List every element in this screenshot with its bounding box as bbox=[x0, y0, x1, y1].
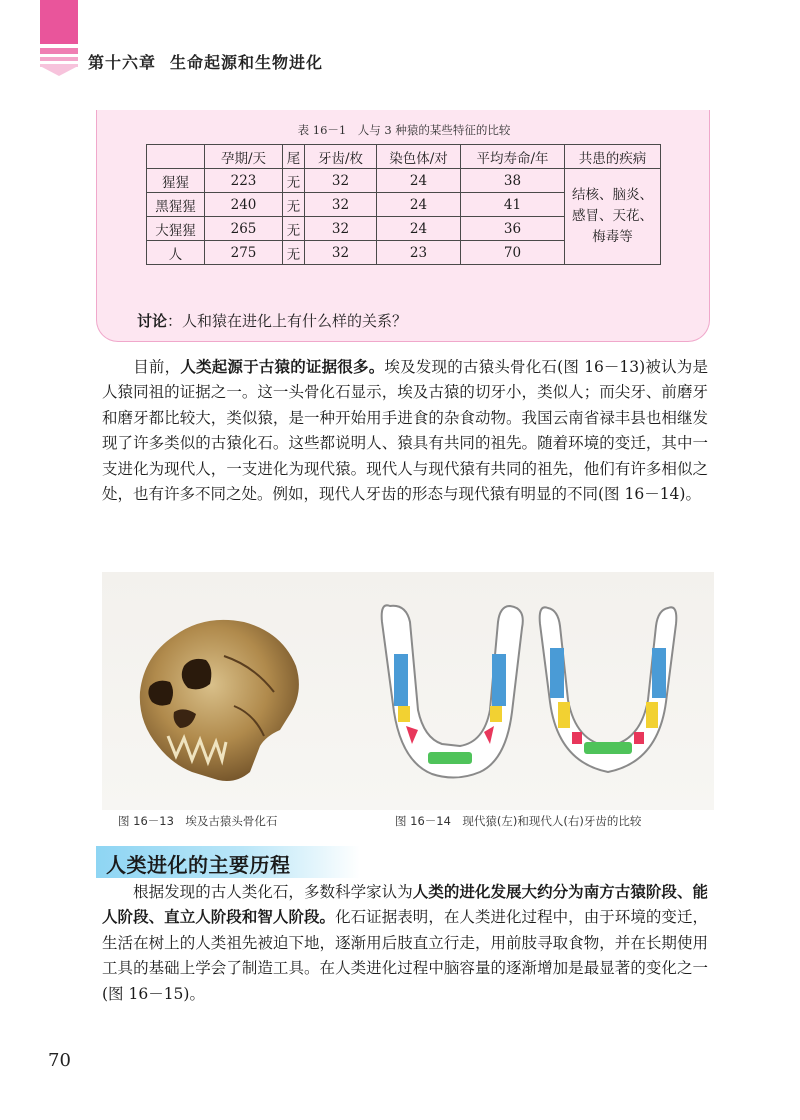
figure-caption-16-13: 图 16－13 埃及古猿头骨化石 bbox=[118, 814, 278, 828]
table-header-cell: 牙齿/枚 bbox=[305, 145, 377, 169]
table-cell: 240 bbox=[205, 193, 283, 217]
table-cell: 24 bbox=[377, 169, 461, 193]
paragraph-text: 埃及发现的古猿头骨化石(图 16－13)被认为是人猿同祖的证据之一。这一头骨化石显示，埃及古猿的切牙小，类似人；而尖牙、前磨牙和磨牙都比较大，类似猿，是一种开始用手进食的杂食动物。我国云南省禄丰县也相继发现了许多类似的古猿化石。这些都说明人、猿具有共同的祖先。随着环境的变迁，其中一支进化为现代人，一支进化为现代猿。现代人与现代猿有共同的祖先，他们有许多相似之处，也有许多不同之处。例如，现代人牙齿的形态与现代猿有明显的不同(图 16－14)。 bbox=[102, 358, 708, 504]
table-cell: 无 bbox=[283, 169, 305, 193]
table-cell: 32 bbox=[305, 193, 377, 217]
table-header-cell bbox=[147, 145, 205, 169]
comparison-table-box bbox=[96, 110, 710, 342]
table-header-cell: 染色体/对 bbox=[377, 145, 461, 169]
table-cell: 223 bbox=[205, 169, 283, 193]
section-heading-bar bbox=[96, 846, 360, 878]
disease-line: 梅毒等 bbox=[592, 229, 633, 245]
chapter-number: 第十六章 bbox=[88, 53, 157, 72]
table-cell: 32 bbox=[305, 169, 377, 193]
table-header-row bbox=[147, 145, 661, 169]
table-cell: 猩猩 bbox=[147, 169, 205, 193]
comparison-table bbox=[146, 144, 661, 265]
paragraph-evolution-stages bbox=[102, 880, 708, 1007]
paragraph-text: 化石证据表明，在人类进化过程中，由于环境的变迁，生活在树上的人类祖先被迫下地，逐渐用后肢直立行走，用前肢寻取食物，并在长期使用工具的基础上学会了制造工具。在人类进化过程中脑容量的逐渐增加是最显著的变化之一(图 16－15)。 bbox=[102, 908, 708, 1003]
table-row bbox=[147, 169, 661, 193]
table-cell: 41 bbox=[461, 193, 565, 217]
table-cell: 32 bbox=[305, 217, 377, 241]
table-cell: 36 bbox=[461, 217, 565, 241]
page-number: 70 bbox=[48, 1050, 71, 1071]
table-cell: 无 bbox=[283, 193, 305, 217]
table-cell: 无 bbox=[283, 217, 305, 241]
shared-diseases-cell bbox=[565, 169, 661, 265]
chapter-corner-decoration bbox=[40, 0, 78, 78]
table-cell: 黑猩猩 bbox=[147, 193, 205, 217]
table-cell: 265 bbox=[205, 217, 283, 241]
ape-skull-fossil-image bbox=[114, 596, 310, 792]
table-header-cell: 孕期/天 bbox=[205, 145, 283, 169]
chapter-heading bbox=[88, 50, 323, 73]
disease-line: 感冒、天花、 bbox=[572, 208, 653, 224]
discussion-text: ：人和猿在进化上有什么样的关系？ bbox=[167, 312, 408, 330]
disease-line: 结核、脑炎、 bbox=[572, 187, 653, 203]
table-cell: 24 bbox=[377, 217, 461, 241]
discussion-label: 讨论 bbox=[137, 312, 168, 330]
figure-caption-16-14: 图 16－14 现代猿(左)和现代人(右)牙齿的比较 bbox=[395, 814, 642, 828]
paragraph-text: 根据发现的古人类化石，多数科学家认为 bbox=[133, 883, 413, 901]
table-cell: 人 bbox=[147, 241, 205, 265]
table-header-cell: 尾 bbox=[283, 145, 305, 169]
table-cell: 32 bbox=[305, 241, 377, 265]
table-header-cell: 共患的疾病 bbox=[565, 145, 661, 169]
table-cell: 70 bbox=[461, 241, 565, 265]
chapter-title: 生命起源和生物进化 bbox=[170, 53, 324, 72]
table-cell: 23 bbox=[377, 241, 461, 265]
paragraph-emphasis: 人类的进化发展大约分为南方古猿阶段、能人阶段、直立人阶段和智人阶段。 bbox=[102, 883, 708, 927]
paragraph-ape-origin bbox=[102, 355, 708, 507]
teeth-comparison-image bbox=[372, 592, 704, 792]
table-cell: 38 bbox=[461, 169, 565, 193]
table-cell: 275 bbox=[205, 241, 283, 265]
table-cell: 大猩猩 bbox=[147, 217, 205, 241]
figure-area bbox=[102, 572, 714, 810]
table-cell: 24 bbox=[377, 193, 461, 217]
table-caption: 表 16－1 人与 3 种猿的某些特征的比较 bbox=[297, 123, 511, 137]
table-cell: 无 bbox=[283, 241, 305, 265]
section-title: 人类进化的主要历程 bbox=[106, 853, 291, 877]
paragraph-emphasis: 人类起源于古猿的证据很多。 bbox=[180, 358, 385, 376]
discussion-question bbox=[137, 310, 407, 331]
table-header-cell: 平均寿命/年 bbox=[461, 145, 565, 169]
paragraph-text: 目前， bbox=[133, 358, 181, 376]
